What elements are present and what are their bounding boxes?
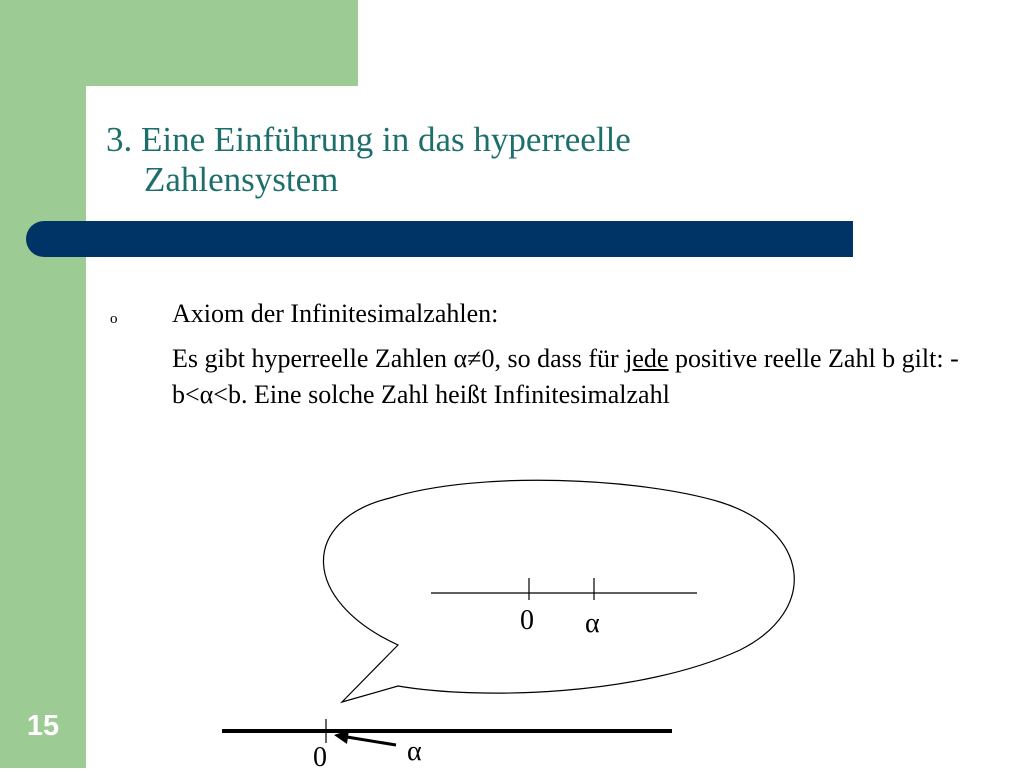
axiom-heading: Axiom der Infinitesimalzahlen:	[172, 299, 499, 328]
speech-bubble	[323, 480, 794, 702]
title-line-2: Zahlensystem	[144, 160, 339, 199]
bullet-marker: o	[110, 311, 118, 327]
body-text-part-2: positive reelle Zahl b gilt: -b<α<b. Eine solche Zahl heißt Infinitesimalzahl	[172, 344, 959, 409]
main-alpha-label: α	[407, 736, 422, 767]
bubble-alpha-label: α	[585, 608, 600, 639]
title-line-1: 3. Eine Einführung in das hyperreelle	[106, 120, 631, 159]
main-zero-label: 0	[313, 742, 327, 773]
slide-number: 15	[26, 710, 60, 742]
body-text-part-1: Es gibt hyperreelle Zahlen α≠0, so dass für	[172, 344, 626, 373]
alpha-pointer-arrow	[347, 737, 396, 745]
bubble-zero-label: 0	[520, 605, 534, 636]
body-text-underlined: jede	[625, 344, 669, 373]
